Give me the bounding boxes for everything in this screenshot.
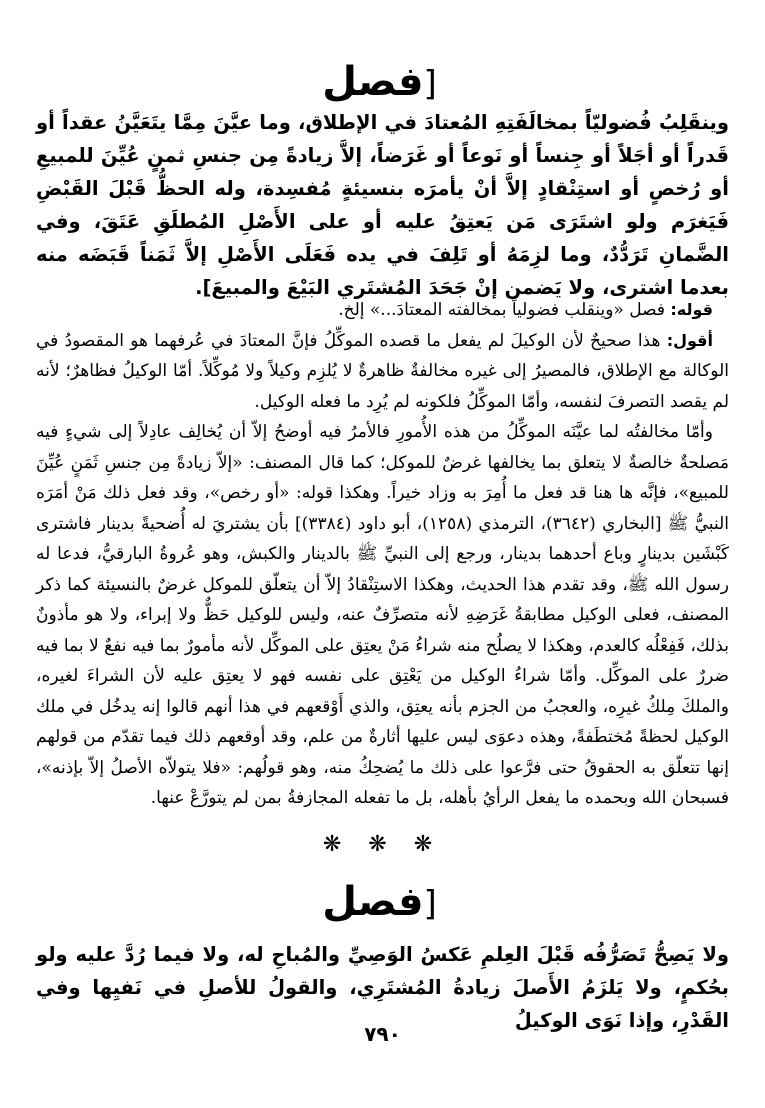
- aqul-label: أقول:: [666, 330, 713, 350]
- qawl-text: فصل «وينقلب فضولياً بمخالفته المعتادَ...» إلخ.: [338, 300, 665, 320]
- commentary-paragraph: وأمّا مخالفتُه لما عيَّنَه الموكِّلُ من هذه الأُمورِ فالأمرُ فيه أوضحُ إلاّ أن يُخالِف عادِلاً إلى شيءٍ فيه مَصلحةٌ خالصةٌ لا يتعلق بما يخالفها غرضٌ للموكل؛ كما قال المصنف: «إلاّ زيادةً مِن جنسِ ثَمَنٍ عُيِّنَ للمبيع»، فإنَّه ها هنا قد فعل ما أُمِرَ به وزاد خيراً. وهكذا قوله: «أو رخص»، وقد فعل ذلك مَنْ أمَرَه النبيُّ ﷺ [البخاري (٣٦٤٢)، الترمذي (١٢٥٨)، أبو داود (٣٣٨٤)] بأن يشتريَ له أُضحيةً بدينار فاشترى كَبْشَين بدينارٍ وباع أحدهما بدينار، ورجع إلى النبيِّ ﷺ بالدينار والكبش، وهو عُروةُ البارقيُّ، فدعا له رسول الله ﷺ، وقد تقدم هذا الحديث، وهكذا الاستِنْقادُ إلاّ أن يتعلّق للموكل غرضٌ بالنسيئة كما ذكر المصنف، فعلى الوكيل مطابقةُ غَرَضِهِ لأنه متصرِّفٌ عنه، وليس للوكيل حَظٌّ ولا إبراء، ولا هو مأذونٌ بذلك، فَفِعْلُه كالعدم، وهكذا لا يصلُح منه شراءُ مَنْ يعتِق على الموكِّل لأنه مأمورٌ بما فيه نفعٌ لا بما فيه ضررٌ على الموكِّل. وأمّا شراءُ الوكيل من يَعْتِق على نفسه فهو لا يعتِق عليه لأن الشراءَ لغيره، والملكَ مِلكُ غيرِه، والعجبُ من الجزم بأنه يعتِق، والذي أَوْقعهم في هذا أنهم قالوا إنه يدخُل في ملك الوكيل لحظةً مُختطَفةً، وهذه دعوَى ليس عليها أثارةٌ من علم، وقد أوقعهم ذلك فيما تقدّم من قولهم إنها تتعلّق به الحقوقُ حتى فرَّعوا على ذلك ما يُضحِكُ منه، وهو قولُهم: «فلا يتولاّه الأصلُ إلاّ بإذنه»، فسبحان الله وبحمده ما يفعل الرأيُ بأهله، بل ما تفعله المجازفةُ بمن لم يتورَّعْ عنها.: [36, 422, 729, 808]
- section-heading: [0, 59, 765, 105]
- heading-bracket: [: [423, 64, 437, 104]
- paragraph-text: هذا صحيحٌ لأن الوكيلَ لم يفعل ما قصده الموكِّلُ فإنَّ المعتادَ في عُرفهما هو المقصودُ في الوكالة مع الإطلاق، فالمصيرُ إلى غيره مخالفةٌ ظاهرةٌ لا يُلزِم وكيلاً ولا مُوكِّلاً. أمّا الوكيلُ فظاهرٌ؛ لأنه لم يقصد التصرفَ لنفسه، وأمّا الموكِّلُ فلكونه لم يُرِد ما فعله الوكيل.: [36, 330, 729, 412]
- heading-bracket: [: [423, 884, 437, 924]
- matn-text: وينقَلِبُ فُضوليّاً بمخالَفَتِهِ المُعتادَ في الإطلاق، وما عيَّنَ مِمَّا يتَعَيَّنُ عقداً أو قَدراً أو أجَلاً أو جِنساً أو نَوعاً أو غَرَضاً، إلاَّ زيادةً مِن جنسِ ثمنٍ عُيِّنَ للمبيعِ أو رُخصٍ أو استِنْقادٍ إلاَّ أنْ يأمرَه بنسيئةٍ مُفسِدة، وله الحظُّ قَبْلَ القَبْضِ فَيَغرَم ولو اشتَرَى مَن يَعتِقُ عليه أو على الأَصْلِ المُطلَقِ عَتَقَ، وفي الضَّمانِ تَرَدُّدٌ، وما لزِمَهُ أو تَلِفَ في يده فَعَلَى الأَصْلِ إلاَّ ثَمَناً قَبَضَه منه بعدما اشترى، ولا يَضمن إنْ جَحَدَ المُشتَري البَيْعَ والمبيعَ].: [36, 111, 729, 299]
- heading-text: فصل: [322, 59, 424, 105]
- page-number: ٧٩٠: [364, 1022, 401, 1046]
- commentary: [36, 295, 729, 814]
- qawl-label: قوله:: [670, 300, 713, 319]
- section-separator: ❋ ❋ ❋: [322, 832, 443, 857]
- commentary-paragraph: [36, 326, 729, 418]
- heading-text: فصل: [322, 879, 424, 925]
- section-heading: [0, 879, 765, 925]
- matn-text: ولا يَصِحُّ تَصَرُّفُه قَبْلَ العِلمِ عَكسُ الوَصِيِّ والمُباحِ له، ولا فيما رُدَّ عليه ولو بحُكمٍ، ولا يَلزَمُ الأَصلَ زيادةُ المُشتَرِي، والقولُ للأصلِ في نَفيِها وفي القَدْرِ، وإذا نَوَى الوكيلُ: [36, 943, 729, 1032]
- qawl-line: [36, 295, 729, 326]
